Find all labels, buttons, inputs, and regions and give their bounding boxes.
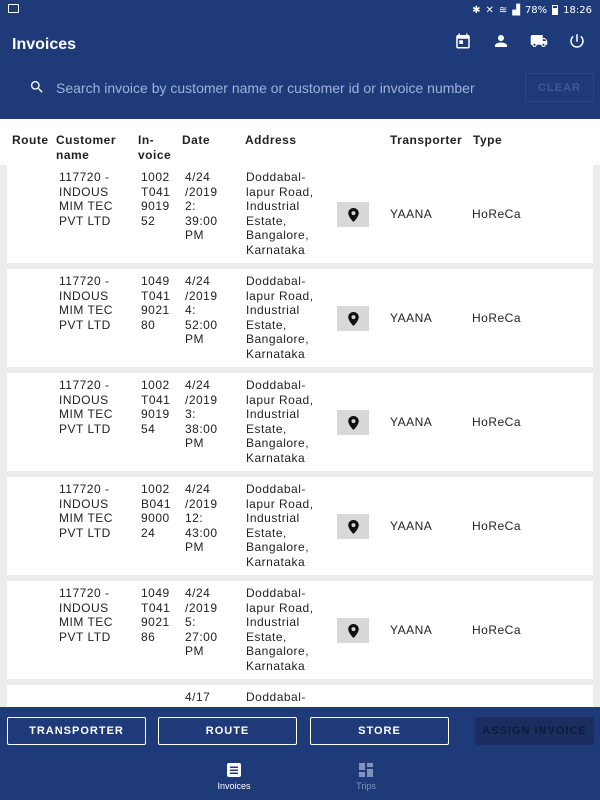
- invoice-cell: 1002 T041 9019 54: [141, 378, 171, 436]
- map-pin-icon: [348, 312, 359, 326]
- transporter-cell: YAANA: [390, 518, 433, 533]
- map-pin-icon: [348, 208, 359, 222]
- transporter-cell: YAANA: [390, 206, 433, 221]
- column-header-date[interactable]: Date: [182, 133, 211, 147]
- date-cell: 4/24 /2019 4: 52:00 PM: [185, 274, 218, 347]
- customer-cell: 117720 - INDOUS MIM TEC PVT LTD: [59, 482, 113, 540]
- app-bar: [0, 20, 600, 119]
- map-pin-icon: [348, 520, 359, 534]
- power-icon[interactable]: [568, 32, 586, 50]
- table-row[interactable]: [7, 373, 593, 471]
- type-cell: HoReCa: [472, 414, 522, 429]
- invoice-list: [0, 165, 600, 707]
- page-title: Invoices: [12, 36, 77, 53]
- nav-trips-label: Trips: [356, 781, 376, 791]
- customer-cell: 117720 - INDOUS MIM TEC PVT LTD: [59, 274, 113, 332]
- nav-invoices-label: Invoices: [217, 781, 251, 791]
- date-cell: 4/24 /2019 12: 43:00 PM: [185, 482, 218, 555]
- transporter-cell: YAANA: [390, 622, 433, 637]
- type-cell: HoReCa: [472, 206, 522, 221]
- assign-invoice-button[interactable]: ASSIGN INVOICE: [475, 717, 594, 745]
- store-button[interactable]: STORE: [310, 717, 449, 745]
- column-header-address[interactable]: Address: [245, 133, 297, 147]
- column-header-type[interactable]: Type: [473, 133, 503, 147]
- route-button[interactable]: ROUTE: [158, 717, 297, 745]
- map-pin-icon: [348, 624, 359, 638]
- map-pin-icon: [348, 416, 359, 430]
- address-cell: Doddabal-: [246, 690, 306, 704]
- clock: 18:26: [563, 4, 592, 16]
- date-cell: 4/24 /2019 5: 27:00 PM: [185, 586, 218, 659]
- invoice-list-icon: [226, 762, 242, 778]
- calendar-icon[interactable]: [454, 32, 472, 50]
- action-bar: [0, 707, 600, 754]
- bluetooth-icon: ✱: [472, 4, 481, 16]
- map-location-button[interactable]: [337, 514, 369, 539]
- map-location-button[interactable]: [337, 306, 369, 331]
- transporter-cell: YAANA: [390, 414, 433, 429]
- status-bar: [0, 0, 600, 20]
- trips-grid-icon: [358, 762, 374, 778]
- invoice-cell: 1049 T041 9021 86: [141, 586, 171, 644]
- status-left: [8, 4, 19, 16]
- address-cell: Doddabal- lapur Road, Industrial Estate, Bangalore, Karnataka: [246, 586, 314, 673]
- status-right: [472, 5, 592, 16]
- search-input[interactable]: [56, 76, 506, 100]
- address-cell: Doddabal- lapur Road, Industrial Estate, Bangalore, Karnataka: [246, 482, 314, 569]
- address-cell: Doddabal- lapur Road, Industrial Estate, Bangalore, Karnataka: [246, 378, 314, 465]
- type-cell: HoReCa: [472, 518, 522, 533]
- customer-cell: 117720 - INDOUS MIM TEC PVT LTD: [59, 586, 113, 644]
- invoice-cell: 1049 T041 9021 80: [141, 274, 171, 332]
- nav-trips[interactable]: [326, 762, 406, 791]
- table-row[interactable]: [7, 581, 593, 679]
- person-icon[interactable]: [492, 32, 510, 50]
- invoice-cell: 1002 T041 9019 52: [141, 170, 171, 228]
- map-location-button[interactable]: [337, 618, 369, 643]
- date-cell: 4/24 /2019 2: 39:00 PM: [185, 170, 218, 243]
- customer-cell: 117720 - INDOUS MIM TEC PVT LTD: [59, 170, 113, 228]
- clear-button[interactable]: CLEAR: [525, 73, 594, 102]
- transporter-button[interactable]: TRANSPORTER: [7, 717, 146, 745]
- bottom-navigation: [0, 754, 600, 800]
- date-cell: 4/24 /2019 3: 38:00 PM: [185, 378, 218, 451]
- table-row[interactable]: [7, 477, 593, 575]
- type-cell: HoReCa: [472, 622, 522, 637]
- table-row[interactable]: [7, 685, 593, 707]
- table-row[interactable]: [7, 269, 593, 367]
- column-header-customer[interactable]: Customer name: [56, 133, 117, 162]
- truck-icon[interactable]: [530, 32, 548, 50]
- address-cell: Doddabal- lapur Road, Industrial Estate, Bangalore, Karnataka: [246, 274, 314, 361]
- invoice-cell: 1002 B041 9000 24: [141, 482, 172, 540]
- table-row[interactable]: [7, 165, 593, 263]
- table-header: [0, 119, 600, 165]
- mute-icon: ✕: [485, 4, 494, 16]
- search-icon: [29, 79, 45, 95]
- app-actions: [454, 32, 586, 50]
- battery-text: 78%: [524, 4, 548, 16]
- battery-icon: [552, 5, 558, 15]
- transporter-cell: YAANA: [390, 310, 433, 325]
- map-location-button[interactable]: [337, 202, 369, 227]
- signal-icon: ▟: [512, 4, 520, 16]
- image-notification-icon: [8, 4, 19, 13]
- customer-cell: 117720 - INDOUS MIM TEC PVT LTD: [59, 378, 113, 436]
- address-cell: Doddabal- lapur Road, Industrial Estate, Bangalore, Karnataka: [246, 170, 314, 257]
- search-row: [0, 70, 600, 106]
- map-location-button[interactable]: [337, 410, 369, 435]
- date-cell: 4/17: [185, 690, 211, 704]
- column-header-invoice[interactable]: In- voice: [138, 133, 172, 162]
- column-header-transporter[interactable]: Transporter: [390, 133, 463, 147]
- column-header-route[interactable]: Route: [12, 133, 49, 147]
- nav-invoices[interactable]: [194, 762, 274, 791]
- wifi-icon: ≋: [498, 4, 508, 16]
- type-cell: HoReCa: [472, 310, 522, 325]
